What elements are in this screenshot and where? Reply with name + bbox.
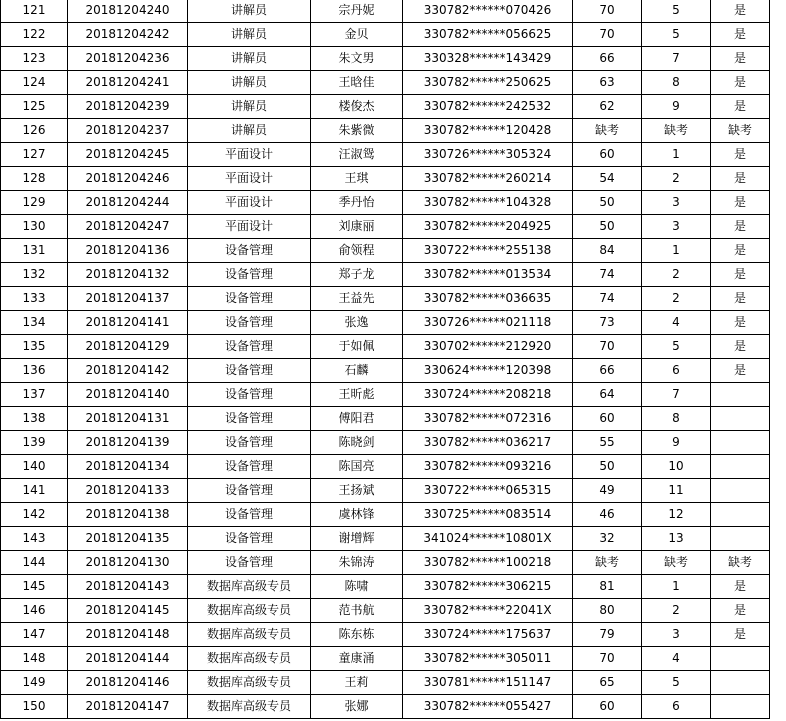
cell-row-number: 141	[1, 479, 68, 503]
cell-rank: 4	[642, 647, 711, 671]
cell-interview-qualified: 是	[711, 191, 770, 215]
cell-score: 73	[573, 311, 642, 335]
cell-score: 74	[573, 287, 642, 311]
cell-rank: 9	[642, 95, 711, 119]
cell-id-number: 330782******306215	[403, 575, 573, 599]
cell-position: 设备管理	[188, 311, 311, 335]
cell-id-number: 330782******013534	[403, 263, 573, 287]
cell-rank: 2	[642, 263, 711, 287]
cell-row-number: 132	[1, 263, 68, 287]
cell-interview-qualified: 是	[711, 599, 770, 623]
cell-row-number: 147	[1, 623, 68, 647]
cell-position: 平面设计	[188, 143, 311, 167]
cell-exam-ticket-number: 20181204131	[68, 407, 188, 431]
cell-exam-ticket-number: 20181204244	[68, 191, 188, 215]
cell-interview-qualified: 是	[711, 95, 770, 119]
cell-id-number: 330782******242532	[403, 95, 573, 119]
cell-position: 平面设计	[188, 215, 311, 239]
cell-row-number: 144	[1, 551, 68, 575]
cell-position: 设备管理	[188, 383, 311, 407]
cell-id-number: 330782******093216	[403, 455, 573, 479]
cell-row-number: 135	[1, 335, 68, 359]
cell-score: 46	[573, 503, 642, 527]
cell-score: 49	[573, 479, 642, 503]
cell-position: 平面设计	[188, 167, 311, 191]
cell-row-number: 145	[1, 575, 68, 599]
cell-score: 54	[573, 167, 642, 191]
cell-candidate-name: 范书航	[311, 599, 403, 623]
table-row	[1, 599, 770, 623]
cell-candidate-name: 刘康丽	[311, 215, 403, 239]
cell-position: 讲解员	[188, 71, 311, 95]
cell-id-number: 330726******305324	[403, 143, 573, 167]
table-row	[1, 263, 770, 287]
cell-rank: 7	[642, 383, 711, 407]
cell-candidate-name: 俞领程	[311, 239, 403, 263]
cell-candidate-name: 王昕彪	[311, 383, 403, 407]
cell-exam-ticket-number: 20181204143	[68, 575, 188, 599]
cell-id-number: 330782******070426	[403, 0, 573, 23]
cell-score: 60	[573, 143, 642, 167]
cell-rank: 5	[642, 671, 711, 695]
cell-exam-ticket-number: 20181204146	[68, 671, 188, 695]
table-row	[1, 623, 770, 647]
cell-row-number: 134	[1, 311, 68, 335]
cell-candidate-name: 楼俊杰	[311, 95, 403, 119]
cell-exam-ticket-number: 20181204138	[68, 503, 188, 527]
cell-row-number: 126	[1, 119, 68, 143]
cell-position: 设备管理	[188, 239, 311, 263]
table-row	[1, 71, 770, 95]
cell-exam-ticket-number: 20181204140	[68, 383, 188, 407]
cell-exam-ticket-number: 20181204132	[68, 263, 188, 287]
cell-id-number: 330702******212920	[403, 335, 573, 359]
cell-score: 60	[573, 407, 642, 431]
cell-id-number: 330782******100218	[403, 551, 573, 575]
cell-interview-qualified	[711, 527, 770, 551]
cell-interview-qualified: 是	[711, 359, 770, 383]
cell-rank: 2	[642, 599, 711, 623]
cell-exam-ticket-number: 20181204130	[68, 551, 188, 575]
cell-candidate-name: 汪淑鸳	[311, 143, 403, 167]
cell-rank: 7	[642, 47, 711, 71]
cell-score: 62	[573, 95, 642, 119]
table-row	[1, 215, 770, 239]
cell-exam-ticket-number: 20181204237	[68, 119, 188, 143]
cell-exam-ticket-number: 20181204242	[68, 23, 188, 47]
cell-position: 数据库高级专员	[188, 671, 311, 695]
cell-interview-qualified: 是	[711, 287, 770, 311]
cell-row-number: 124	[1, 71, 68, 95]
table-row	[1, 455, 770, 479]
cell-position: 讲解员	[188, 95, 311, 119]
table-row	[1, 695, 770, 719]
cell-candidate-name: 王莉	[311, 671, 403, 695]
cell-rank: 5	[642, 0, 711, 23]
cell-score: 70	[573, 647, 642, 671]
cell-position: 数据库高级专员	[188, 647, 311, 671]
cell-exam-ticket-number: 20181204139	[68, 431, 188, 455]
cell-score: 66	[573, 47, 642, 71]
cell-candidate-name: 陈啸	[311, 575, 403, 599]
cell-score: 50	[573, 191, 642, 215]
cell-id-number: 330782******104328	[403, 191, 573, 215]
cell-score: 60	[573, 695, 642, 719]
cell-interview-qualified: 是	[711, 311, 770, 335]
cell-position: 设备管理	[188, 527, 311, 551]
cell-score: 50	[573, 455, 642, 479]
cell-score: 缺考	[573, 551, 642, 575]
cell-exam-ticket-number: 20181204135	[68, 527, 188, 551]
cell-id-number: 330328******143429	[403, 47, 573, 71]
table-row	[1, 311, 770, 335]
cell-score: 70	[573, 335, 642, 359]
cell-interview-qualified: 是	[711, 143, 770, 167]
cell-position: 设备管理	[188, 455, 311, 479]
cell-exam-ticket-number: 20181204141	[68, 311, 188, 335]
cell-score: 70	[573, 0, 642, 23]
cell-interview-qualified: 缺考	[711, 551, 770, 575]
table-body	[1, 0, 770, 719]
cell-rank: 缺考	[642, 119, 711, 143]
cell-score: 缺考	[573, 119, 642, 143]
cell-candidate-name: 郑子龙	[311, 263, 403, 287]
cell-row-number: 146	[1, 599, 68, 623]
cell-score: 74	[573, 263, 642, 287]
cell-id-number: 330725******083514	[403, 503, 573, 527]
cell-exam-ticket-number: 20181204134	[68, 455, 188, 479]
cell-position: 设备管理	[188, 359, 311, 383]
cell-id-number: 330726******021118	[403, 311, 573, 335]
cell-id-number: 330782******250625	[403, 71, 573, 95]
cell-position: 设备管理	[188, 335, 311, 359]
cell-rank: 8	[642, 407, 711, 431]
cell-interview-qualified: 是	[711, 23, 770, 47]
cell-row-number: 128	[1, 167, 68, 191]
cell-candidate-name: 虞林锋	[311, 503, 403, 527]
cell-candidate-name: 张逸	[311, 311, 403, 335]
cell-position: 设备管理	[188, 551, 311, 575]
cell-exam-ticket-number: 20181204142	[68, 359, 188, 383]
cell-id-number: 330782******120428	[403, 119, 573, 143]
cell-exam-ticket-number: 20181204239	[68, 95, 188, 119]
cell-rank: 3	[642, 191, 711, 215]
cell-row-number: 127	[1, 143, 68, 167]
cell-rank: 2	[642, 167, 711, 191]
cell-score: 50	[573, 215, 642, 239]
cell-interview-qualified: 是	[711, 575, 770, 599]
table-row	[1, 359, 770, 383]
cell-id-number: 341024******10801X	[403, 527, 573, 551]
cell-exam-ticket-number: 20181204246	[68, 167, 188, 191]
cell-row-number: 131	[1, 239, 68, 263]
cell-rank: 6	[642, 359, 711, 383]
table-row	[1, 239, 770, 263]
cell-interview-qualified: 是	[711, 47, 770, 71]
cell-interview-qualified: 是	[711, 263, 770, 287]
cell-id-number: 330782******036635	[403, 287, 573, 311]
cell-row-number: 142	[1, 503, 68, 527]
cell-exam-ticket-number: 20181204144	[68, 647, 188, 671]
cell-candidate-name: 童康涌	[311, 647, 403, 671]
cell-row-number: 137	[1, 383, 68, 407]
cell-rank: 8	[642, 71, 711, 95]
cell-row-number: 133	[1, 287, 68, 311]
cell-rank: 11	[642, 479, 711, 503]
cell-rank: 12	[642, 503, 711, 527]
cell-candidate-name: 陈国亮	[311, 455, 403, 479]
cell-score: 65	[573, 671, 642, 695]
cell-row-number: 139	[1, 431, 68, 455]
cell-candidate-name: 陈东栋	[311, 623, 403, 647]
cell-rank: 9	[642, 431, 711, 455]
cell-position: 设备管理	[188, 503, 311, 527]
table-row	[1, 575, 770, 599]
cell-id-number: 330782******036217	[403, 431, 573, 455]
table-row	[1, 383, 770, 407]
cell-row-number: 149	[1, 671, 68, 695]
cell-candidate-name: 王晗佳	[311, 71, 403, 95]
cell-id-number: 330722******255138	[403, 239, 573, 263]
cell-interview-qualified	[711, 407, 770, 431]
cell-position: 数据库高级专员	[188, 575, 311, 599]
cell-id-number: 330781******151147	[403, 671, 573, 695]
cell-candidate-name: 季丹怡	[311, 191, 403, 215]
cell-position: 讲解员	[188, 47, 311, 71]
table-row	[1, 479, 770, 503]
cell-candidate-name: 朱紫微	[311, 119, 403, 143]
table-row	[1, 47, 770, 71]
cell-candidate-name: 谢增辉	[311, 527, 403, 551]
cell-score: 64	[573, 383, 642, 407]
cell-position: 讲解员	[188, 119, 311, 143]
cell-candidate-name: 朱锦涛	[311, 551, 403, 575]
cell-exam-ticket-number: 20181204133	[68, 479, 188, 503]
cell-candidate-name: 金贝	[311, 23, 403, 47]
cell-id-number: 330782******22041X	[403, 599, 573, 623]
cell-row-number: 122	[1, 23, 68, 47]
cell-interview-qualified: 缺考	[711, 119, 770, 143]
cell-row-number: 136	[1, 359, 68, 383]
cell-rank: 1	[642, 239, 711, 263]
cell-interview-qualified	[711, 479, 770, 503]
table-row	[1, 167, 770, 191]
table-row	[1, 95, 770, 119]
cell-id-number: 330782******072316	[403, 407, 573, 431]
table-row	[1, 431, 770, 455]
table-row	[1, 287, 770, 311]
cell-row-number: 123	[1, 47, 68, 71]
cell-row-number: 143	[1, 527, 68, 551]
cell-exam-ticket-number: 20181204241	[68, 71, 188, 95]
cell-exam-ticket-number: 20181204137	[68, 287, 188, 311]
cell-rank: 6	[642, 695, 711, 719]
cell-score: 79	[573, 623, 642, 647]
table-row	[1, 527, 770, 551]
cell-rank: 4	[642, 311, 711, 335]
cell-candidate-name: 石麟	[311, 359, 403, 383]
cell-interview-qualified	[711, 647, 770, 671]
cell-rank: 5	[642, 23, 711, 47]
cell-interview-qualified: 是	[711, 215, 770, 239]
cell-candidate-name: 宗丹妮	[311, 0, 403, 23]
cell-interview-qualified: 是	[711, 0, 770, 23]
table-row	[1, 647, 770, 671]
cell-rank: 2	[642, 287, 711, 311]
cell-exam-ticket-number: 20181204129	[68, 335, 188, 359]
cell-interview-qualified: 是	[711, 623, 770, 647]
cell-interview-qualified	[711, 671, 770, 695]
cell-rank: 3	[642, 215, 711, 239]
cell-exam-ticket-number: 20181204236	[68, 47, 188, 71]
table-row	[1, 119, 770, 143]
table-row	[1, 503, 770, 527]
cell-rank: 5	[642, 335, 711, 359]
cell-score: 66	[573, 359, 642, 383]
cell-rank: 1	[642, 575, 711, 599]
cell-rank: 缺考	[642, 551, 711, 575]
cell-score: 80	[573, 599, 642, 623]
cell-position: 设备管理	[188, 479, 311, 503]
cell-candidate-name: 王扬斌	[311, 479, 403, 503]
table-row	[1, 551, 770, 575]
cell-row-number: 138	[1, 407, 68, 431]
cell-exam-ticket-number: 20181204136	[68, 239, 188, 263]
cell-position: 设备管理	[188, 287, 311, 311]
cell-exam-ticket-number: 20181204145	[68, 599, 188, 623]
cell-candidate-name: 傅阳君	[311, 407, 403, 431]
cell-rank: 3	[642, 623, 711, 647]
cell-row-number: 121	[1, 0, 68, 23]
cell-position: 数据库高级专员	[188, 623, 311, 647]
cell-row-number: 130	[1, 215, 68, 239]
cell-exam-ticket-number: 20181204147	[68, 695, 188, 719]
cell-row-number: 140	[1, 455, 68, 479]
cell-id-number: 330782******056625	[403, 23, 573, 47]
cell-row-number: 129	[1, 191, 68, 215]
cell-exam-ticket-number: 20181204247	[68, 215, 188, 239]
cell-score: 55	[573, 431, 642, 455]
table-row	[1, 23, 770, 47]
cell-interview-qualified: 是	[711, 71, 770, 95]
cell-position: 设备管理	[188, 431, 311, 455]
cell-exam-ticket-number: 20181204245	[68, 143, 188, 167]
cell-position: 讲解员	[188, 23, 311, 47]
cell-interview-qualified: 是	[711, 239, 770, 263]
cell-interview-qualified	[711, 503, 770, 527]
cell-candidate-name: 于如佩	[311, 335, 403, 359]
table-row	[1, 0, 770, 23]
cell-id-number: 330782******204925	[403, 215, 573, 239]
cell-interview-qualified	[711, 455, 770, 479]
cell-score: 84	[573, 239, 642, 263]
cell-id-number: 330624******120398	[403, 359, 573, 383]
cell-rank: 13	[642, 527, 711, 551]
cell-row-number: 150	[1, 695, 68, 719]
cell-id-number: 330782******055427	[403, 695, 573, 719]
table-row	[1, 143, 770, 167]
cell-row-number: 148	[1, 647, 68, 671]
cell-score: 81	[573, 575, 642, 599]
cell-exam-ticket-number: 20181204148	[68, 623, 188, 647]
cell-candidate-name: 张娜	[311, 695, 403, 719]
cell-exam-ticket-number: 20181204240	[68, 0, 188, 23]
cell-candidate-name: 王益先	[311, 287, 403, 311]
cell-interview-qualified	[711, 431, 770, 455]
cell-id-number: 330782******260214	[403, 167, 573, 191]
cell-row-number: 125	[1, 95, 68, 119]
table-row	[1, 335, 770, 359]
table-row	[1, 407, 770, 431]
cell-position: 讲解员	[188, 0, 311, 23]
cell-candidate-name: 王琪	[311, 167, 403, 191]
cell-id-number: 330722******065315	[403, 479, 573, 503]
cell-position: 平面设计	[188, 191, 311, 215]
cell-score: 32	[573, 527, 642, 551]
cell-id-number: 330724******208218	[403, 383, 573, 407]
cell-position: 数据库高级专员	[188, 599, 311, 623]
cell-candidate-name: 朱文男	[311, 47, 403, 71]
cell-position: 设备管理	[188, 407, 311, 431]
cell-position: 设备管理	[188, 263, 311, 287]
table-row	[1, 191, 770, 215]
cell-interview-qualified	[711, 383, 770, 407]
cell-position: 数据库高级专员	[188, 695, 311, 719]
cell-interview-qualified: 是	[711, 167, 770, 191]
table-row	[1, 671, 770, 695]
cell-rank: 10	[642, 455, 711, 479]
cell-candidate-name: 陈晓剑	[311, 431, 403, 455]
cell-score: 70	[573, 23, 642, 47]
cell-id-number: 330724******175637	[403, 623, 573, 647]
cell-rank: 1	[642, 143, 711, 167]
cell-score: 63	[573, 71, 642, 95]
cell-interview-qualified: 是	[711, 335, 770, 359]
cell-id-number: 330782******305011	[403, 647, 573, 671]
cell-interview-qualified	[711, 695, 770, 719]
